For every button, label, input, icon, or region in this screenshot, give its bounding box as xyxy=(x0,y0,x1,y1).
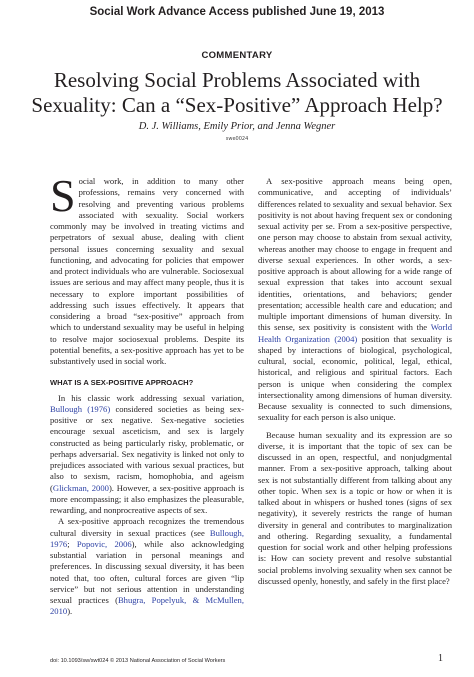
page-number: 1 xyxy=(438,653,443,664)
citation-link[interactable]: Popovic, 2006 xyxy=(76,538,132,549)
small-mark: swe0024 xyxy=(225,136,249,142)
right-column xyxy=(258,176,452,587)
body-paragraph xyxy=(50,516,244,617)
text-run: In his classic work addressing sexual variation, xyxy=(58,392,244,403)
citation-link[interactable]: Glickman, 2000 xyxy=(52,482,109,493)
text-run: ; xyxy=(67,538,77,549)
section-label: COMMENTARY xyxy=(201,50,273,61)
left-column xyxy=(50,170,244,618)
authors-line: D. J. Williams, Emily Prior, and Jenna Wegner xyxy=(138,121,336,132)
intro-paragraph xyxy=(50,170,244,367)
article-title: Resolving Social Problems Associated with Sexuality: Can a “Sex-Positive” Approach Help? xyxy=(31,68,443,117)
text-run: ), while also acknowledging substantial variation in personal meanings and preferences. In discussing sexual diversity, it has been noted that, too often, cultural forces are given “lip service” but not serious attention in understanding sexual practices ( xyxy=(50,538,244,605)
drop-cap: S xyxy=(50,170,76,221)
body-paragraph: Because human sexuality and its expression are so diverse, it is important that the topic of sex can be discussed in an open, respectful, and nonjudgmental manner. From a sex-positive approach, talking about sex is not substantially different from talking about any other topic. When sex is a topic or how or when it is talked about in whispers or hushed tones (signs of sex negativity), it severely restricts the range of human diversity in general and contributes to marginalization and othering. Regarding sexuality, a fundamental question for social work and other helping professions is: How can society prevent and resolve substantial social problems involving sexuality when sex cannot be discussed openly, honestly, and safely in the first place? xyxy=(258,429,452,586)
citation-link[interactable]: World Health Organization (2004) xyxy=(258,322,452,344)
intro-text: ocial work, in addition to many other professions, remains very concerned with resolving and preventing various problems associated with sexuality. Social workers commonly may be involved in treating victims and perpetrators of sexual abuse, dealing with client personal issues concerning sexuality and sexual functioning, and advocating for policies that empower and protect individuals who are vulnerable. Sociosexual issues are serious and may affect many people, thus it is necessary to explore important possibilities of addressing such issues effectively. It appears that considering a broad “sex-positive” approach from which to understand sexuality may be useful in helping to resolve major sociosexual problems. Despite its potential benefits, a sex-positive approach has yet to be substantively used in social work. xyxy=(50,176,244,366)
text-run: ). However, a sex-positive approach is more encompassing; it also emphasizes the pleasurable, rewarding, and nonprocreative aspects of sex. xyxy=(50,482,244,515)
text-run: A sex-positive approach recognizes the tremendous cultural diversity in sexual practices (see xyxy=(50,516,244,538)
body-paragraph xyxy=(50,393,244,517)
journal-banner: Social Work Advance Access published June 19, 2013 xyxy=(89,6,385,18)
text-run: position that sexuality is shaped by interactions of biological, psychological, cultural, social, economic, political, legal, ethical, historical, and religious and spiritual factors. Each person is unique when considering the complex intersectionality among dimensions of human diversity. Because sexuality is connected to such dimensions, sexuality for each person is also unique. xyxy=(258,333,452,423)
footer-doi: doi: 10.1093/sw/swt024 © 2013 National Association of Social Workers xyxy=(50,658,226,664)
text-run: considered societies as being sex-positive or sex negative. Sex-negative societies encourage sexual asceticism, and sex is largely constructed as being particularly risky, problematic, or perhaps adversarial. Sex negativity is linked not only to prejudices associated with various sexual practices, but also to sexism, racism, homophobia, and ageism ( xyxy=(50,403,244,493)
citation-link[interactable]: Bhugra, Popelyuk, & McMullen, 2010 xyxy=(50,595,244,617)
citation-link[interactable]: Bullough (1976) xyxy=(50,403,111,414)
text-run: A sex-positive approach means being open, communicative, and accepting of individuals’ differences related to sexuality and sexual behavior. Sex positivity is not about having frequent sex or condoning sexual activity per se. From a sex-positive perspective, one person may choose to abstain from sexual activity, whereas another may choose to engage in frequent and diverse sexual experiences. In other words, a sex-positive approach is about allowing for a wide range of sexual expression that takes into account sexual identities, orientations, and behaviors; gender presentation; accessible health care and education; and multiple important dimensions of human diversity. In this sense, sex positivity is consistent with the xyxy=(258,176,452,333)
text-run: ). xyxy=(67,606,73,617)
body-paragraph xyxy=(258,176,452,424)
section-heading: WHAT IS A SEX-POSITIVE APPROACH? xyxy=(50,378,194,388)
citation-link[interactable]: Bullough, 1976 xyxy=(50,527,244,549)
